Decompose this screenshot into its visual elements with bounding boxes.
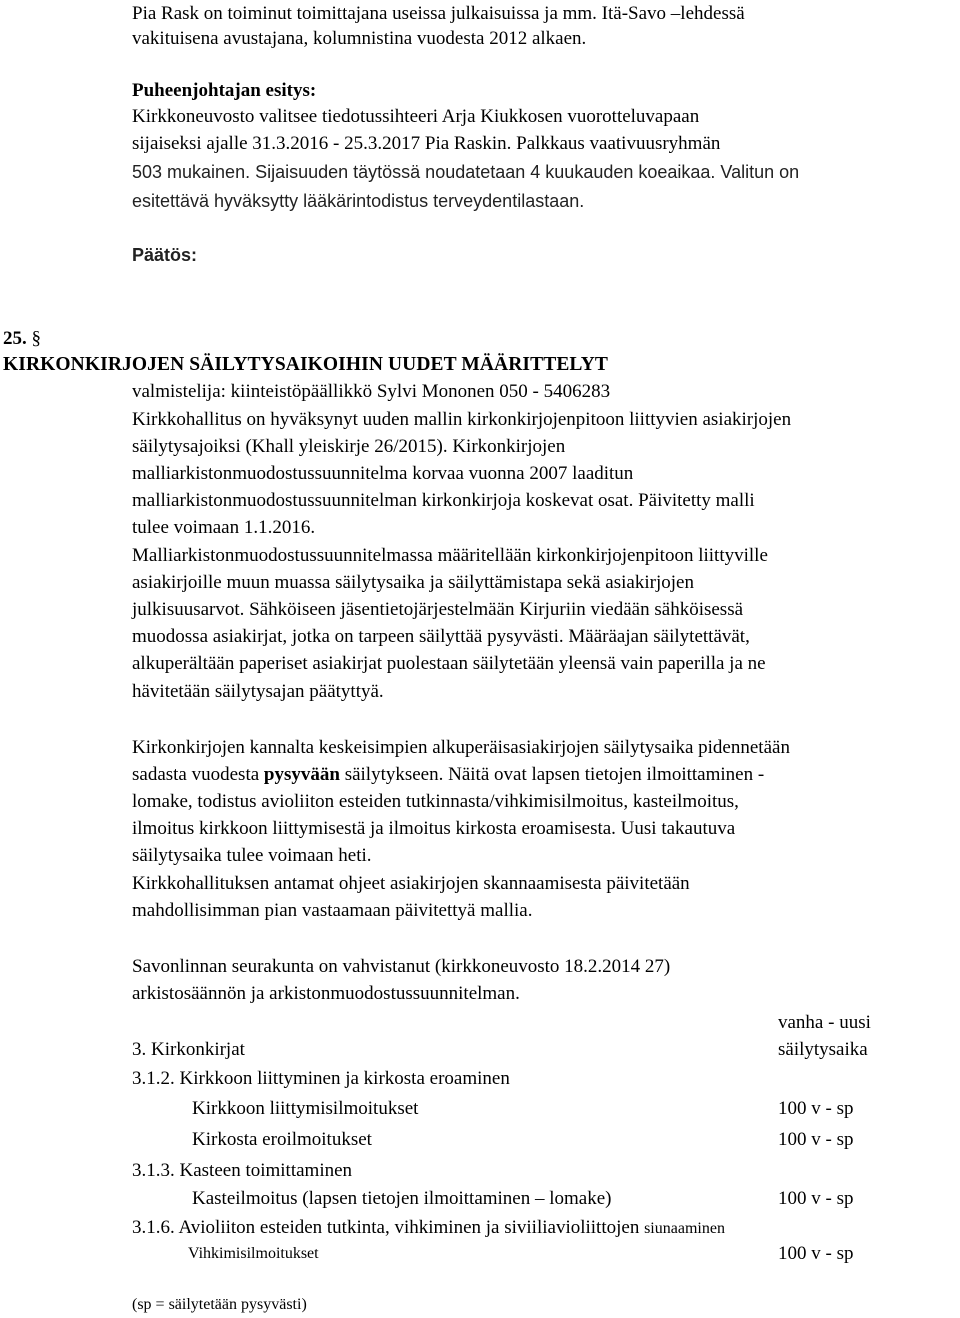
p2-line: Kirkkohallituksen antamat ohjeet asiakirjojen skannaamisesta päivitetään (132, 873, 690, 894)
p2-line-2-before: sadasta vuodesta (132, 764, 264, 785)
p1-line: julkisuusarvot. Sähköiseen jäsentietojärjestelmään Kirjuriin viedään sähköisessä (132, 599, 744, 620)
table-row-value: 100 v - sp (778, 1098, 854, 1119)
p2-line-1: Kirkonkirjojen kannalta keskeisimpien alkuperäisasiakirjojen säilytysaika pidennetään (132, 737, 790, 758)
p2-line: ilmoitus kirkkoon liittymisestä ja ilmoitus kirkosta eroamisesta. Uusi takautuva (132, 818, 736, 839)
table-row-value: 100 v - sp (778, 1243, 854, 1264)
table-group-title: 3.1.2. Kirkkoon liittyminen ja kirkosta eroaminen (132, 1068, 510, 1089)
p1-line: malliarkistonmuodostussuunnitelman kirkonkirjoja koskevat osat. Päivitetty malli (132, 490, 755, 511)
intro-line-1: Pia Rask on toiminut toimittajana useissa julkaisuissa ja mm. Itä-Savo –lehdessä (132, 3, 745, 24)
proposal-line-3: 503 mukainen. Sijaisuuden täytössä noudatetaan 4 kuukauden koeaikaa. Valitun on (132, 162, 800, 182)
section-preparer: valmistelija: kiinteistöpäällikkö Sylvi Mononen 050 - 5406283 (132, 381, 611, 402)
table-group-title-a: 3.1.6. Avioliiton esteiden tutkinta, vihkiminen ja siviiliavioliittojen (132, 1217, 645, 1238)
p1-line: hävitetään säilytysajan päätyttyä. (132, 681, 384, 702)
table-row-label: Kirkkoon liittymisilmoitukset (192, 1098, 419, 1119)
table-row-label: Kirkosta eroilmoitukset (192, 1129, 372, 1150)
p2-line-2 (132, 764, 764, 786)
decision-label: Päätös: (132, 245, 198, 265)
p3-line: Savonlinnan seurakunta on vahvistanut (kirkkoneuvosto 18.2.2014 27) (132, 956, 671, 977)
proposal-label: Puheenjohtajan esitys: (132, 80, 317, 101)
section-number: 25. (3, 328, 27, 349)
table-header-right: säilytysaika (778, 1039, 868, 1060)
p2-line: säilytysaika tulee voimaan heti. (132, 845, 372, 866)
proposal-line-1: Kirkkoneuvosto valitsee tiedotussihteeri Arja Kiukkosen vuorotteluvapaan (132, 106, 700, 127)
p1-line: asiakirjoille muun muassa säilytysaika ja säilyttämistapa sekä asiakirjojen (132, 572, 694, 593)
table-group-title (132, 1217, 725, 1240)
proposal-line-2: sijaiseksi ajalle 31.3.2016 - 25.3.2017 Pia Raskin. Palkkaus vaativuusryhmän (132, 133, 721, 154)
proposal-line-4: esitettävä hyväksytty lääkärintodistus terveydentilastaan. (132, 191, 585, 211)
p2-line-2-after: säilytykseen. Näitä ovat lapsen tietojen ilmoittaminen - (339, 764, 765, 785)
p2-line: lomake, todistus avioliiton esteiden tutkinnasta/vihkimisilmoitus, kasteilmoitus, (132, 791, 739, 812)
table-header-right-top: vanha - uusi (778, 1012, 871, 1033)
p1-line: Malliarkistonmuodostussuunnitelmassa määritellään kirkonkirjojenpitoon liittyville (132, 545, 768, 566)
p2-emphasis: pysyvään (263, 764, 340, 785)
p1-line: tulee voimaan 1.1.2016. (132, 517, 316, 538)
p1-line: Kirkkohallitus on hyväksynyt uuden mallin kirkonkirjojenpitoon liittyvien asiakirjojen (132, 409, 792, 430)
section-symbol: § (31, 328, 41, 349)
table-row-value: 100 v - sp (778, 1188, 854, 1209)
p1-line: malliarkistonmuodostussuunnitelma korvaa vuonna 2007 laaditun (132, 463, 634, 484)
table-header-left: 3. Kirkonkirjat (132, 1039, 245, 1060)
table-row-label: Kasteilmoitus (lapsen tietojen ilmoittaminen – lomake) (192, 1188, 612, 1209)
p1-line: alkuperältään paperiset asiakirjat puolestaan säilytetään yleensä vain paperilla ja ne (132, 653, 766, 674)
p1-line: muodossa asiakirjat, jotka on tarpeen säilyttää pysyvästi. Määräajan säilytettävät, (132, 626, 750, 647)
table-group-title: 3.1.3. Kasteen toimittaminen (132, 1160, 353, 1181)
p2-line: mahdollisimman pian vastaamaan päivitettyä mallia. (132, 900, 533, 921)
table-row-value: 100 v - sp (778, 1129, 854, 1150)
intro-line-2: vakituisena avustajana, kolumnistina vuodesta 2012 alkaen. (132, 28, 587, 49)
section-heading-number (3, 328, 41, 350)
section-title: KIRKONKIRJOJEN SÄILYTYSAIKOIHIN UUDET MÄÄRITTELYT (3, 354, 609, 375)
p3-line: arkistosäännön ja arkistonmuodostussuunnitelman. (132, 983, 520, 1004)
table-footnote: (sp = säilytetään pysyvästi) (132, 1296, 307, 1313)
table-group-title-b: siunaaminen (644, 1220, 725, 1237)
table-row-label: Vihkimisilmoitukset (188, 1245, 319, 1262)
p1-line: säilytysajoiksi (Khall yleiskirje 26/2015). Kirkonkirjojen (132, 436, 566, 457)
